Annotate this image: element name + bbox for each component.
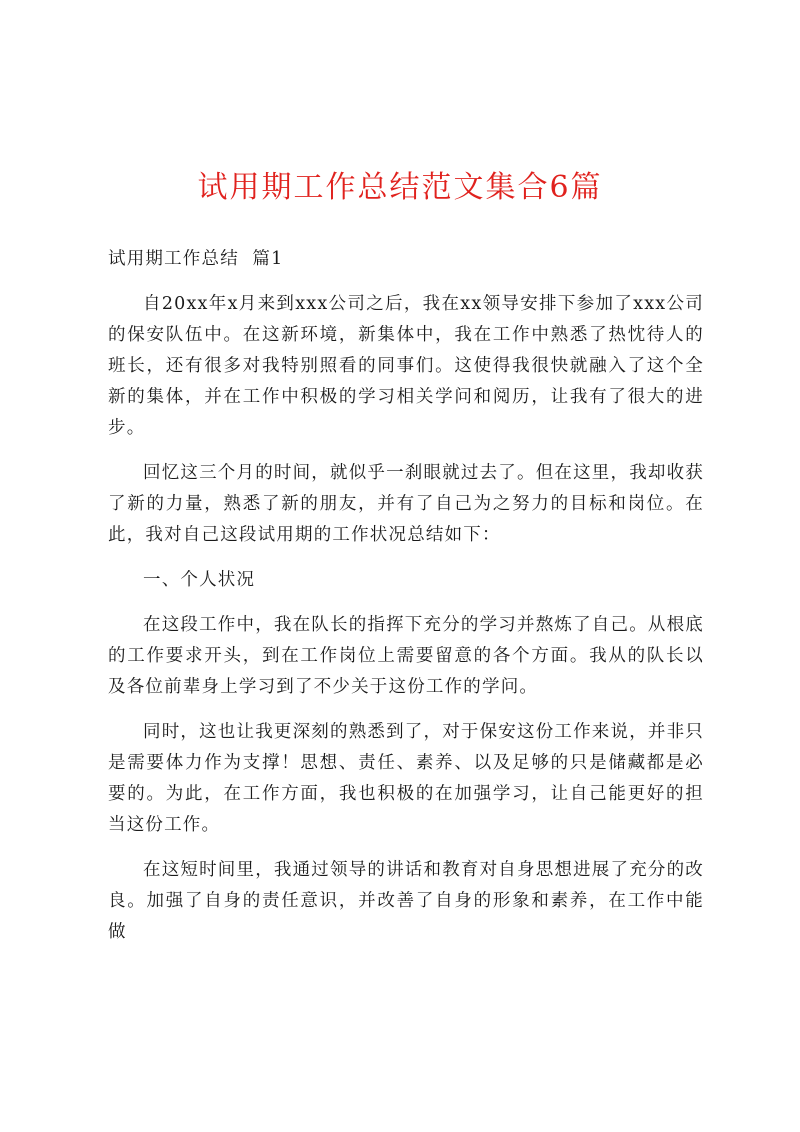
paragraph: 同时，这也让我更深刻的熟悉到了，对于保安这份工作来说，并非只是需要体力作为支撑！思想、责任、素养、以及足够的只是储藏都是必要的。为此，在工作方面，我也积极的在加强学习，让自己能更好的担当这份工作。 bbox=[108, 722, 704, 835]
section-heading: 试用期工作总结 篇1 bbox=[108, 249, 284, 269]
paragraph: 自20xx年x月来到xxx公司之后，我在xx领导安排下参加了xxx公司的保安队伍中。在这新环境，新集体中，我在工作中熟悉了热忱待人的班长，还有很多对我特别照看的同事们。这使得我很快就融入了这个全新的集体，并在工作中积极的学习相关学问和阅历，让我有了很大的进步。 bbox=[108, 294, 704, 438]
paragraph: 在这短时间里，我通过领导的讲话和教育对自身思想进展了充分的改良。加强了自身的责任意识，并改善了自身的形象和素养，在工作中能做 bbox=[108, 860, 704, 942]
paragraph: 回忆这三个月的时间，就似乎一刹眼就过去了。但在这里，我却收获了新的力量，熟悉了新的朋友，并有了自己为之努力的目标和岗位。在此，我对自己这段试用期的工作状况总结如下： bbox=[108, 463, 704, 545]
subsection-heading: 一、个人状况 bbox=[143, 570, 256, 590]
document-body bbox=[108, 244, 704, 962]
paragraph: 在这段工作中，我在队长的指挥下充分的学习并熬炼了自己。从根底的工作要求开头，到在工作岗位上需要留意的各个方面。我从的队长以及各位前辈身上学习到了不少关于这份工作的学问。 bbox=[108, 615, 704, 697]
document-title: 试用期工作总结范文集合6篇 bbox=[197, 170, 603, 205]
